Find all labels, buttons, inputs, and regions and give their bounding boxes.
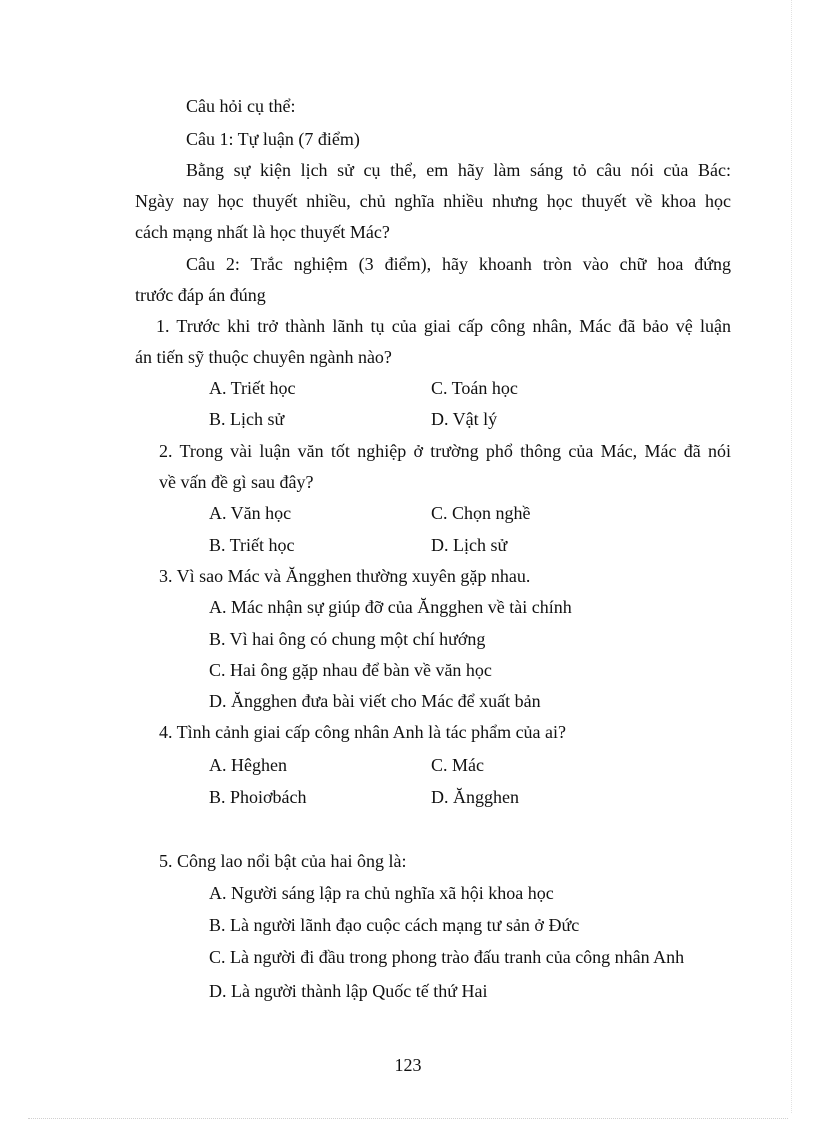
mcq-4-option-c: C. Mác <box>431 755 484 775</box>
question-1-title: Câu 1: Tự luận (7 điểm) <box>186 129 360 149</box>
mcq-2-question: 2. Trong vài luận văn tốt nghiệp ở trường phổ thông của Mác, Mác đã nói <box>159 441 731 461</box>
mcq-5-question: 5. Công lao nổi bật của hai ông là: <box>159 851 407 871</box>
mcq-5-option-a: A. Người sáng lập ra chủ nghĩa xã hội khoa học <box>209 883 554 903</box>
mcq-2-option-b: B. Triết học <box>209 535 295 555</box>
mcq-5-option-b: B. Là người lãnh đạo cuộc cách mạng tư sản ở Đức <box>209 915 580 935</box>
mcq-1-question-line: án tiến sỹ thuộc chuyên ngành nào? <box>135 347 392 367</box>
mcq-3-option-a: A. Mác nhận sự giúp đỡ của Ăngghen về tài chính <box>209 597 572 617</box>
section-heading: Câu hỏi cụ thể: <box>186 96 296 116</box>
question-1-text-line: Bằng sự kiện lịch sử cụ thể, em hãy làm sáng tỏ câu nói của Bác: <box>186 160 731 180</box>
mcq-1-option-b: B. Lịch sử <box>209 409 285 429</box>
mcq-1-question: 1. Trước khi trở thành lãnh tụ của giai cấp công nhân, Mác đã bảo vệ luận <box>156 316 731 336</box>
question-1-text-line: Ngày nay học thuyết nhiều, chủ nghĩa nhiều nhưng học thuyết về khoa học <box>135 191 731 211</box>
mcq-2-option-a: A. Văn học <box>209 503 292 523</box>
mcq-3-question: 3. Vì sao Mác và Ăngghen thường xuyên gặp nhau. <box>159 566 531 586</box>
mcq-2-option-c: C. Chọn nghề <box>431 503 531 523</box>
mcq-1-option-c: C. Toán học <box>431 378 518 398</box>
mcq-3-option-d: D. Ăngghen đưa bài viết cho Mác để xuất bản <box>209 691 541 711</box>
mcq-4-option-d: D. Ăngghen <box>431 787 519 807</box>
right-margin-line <box>791 0 792 1113</box>
bottom-divider <box>28 1118 788 1119</box>
mcq-4-option-b: B. Phoiơbách <box>209 787 307 807</box>
mcq-2-option-d: D. Lịch sử <box>431 535 508 555</box>
page-number: 123 <box>394 1055 422 1075</box>
mcq-5-option-c: C. Là người đi đầu trong phong trào đấu tranh của công nhân Anh <box>209 947 685 967</box>
mcq-4-option-a: A. Hêghen <box>209 755 287 775</box>
question-1-text-line: cách mạng nhất là học thuyết Mác? <box>135 222 390 242</box>
mcq-4-question: 4. Tình cảnh giai cấp công nhân Anh là tác phẩm của ai? <box>159 722 567 742</box>
mcq-1-option-d: D. Vật lý <box>431 409 498 429</box>
mcq-5-option-d: D. Là người thành lập Quốc tế thứ Hai <box>209 981 488 1001</box>
question-2-title: Câu 2: Trắc nghiệm (3 điểm), hãy khoanh tròn vào chữ hoa đứng <box>186 254 731 274</box>
mcq-3-option-c: C. Hai ông gặp nhau để bàn về văn học <box>209 660 492 680</box>
mcq-2-question-line: về vấn đề gì sau đây? <box>159 472 314 492</box>
question-2-title-line: trước đáp án đúng <box>135 285 266 305</box>
mcq-1-option-a: A. Triết học <box>209 378 296 398</box>
mcq-3-option-b: B. Vì hai ông có chung một chí hướng <box>209 629 486 649</box>
